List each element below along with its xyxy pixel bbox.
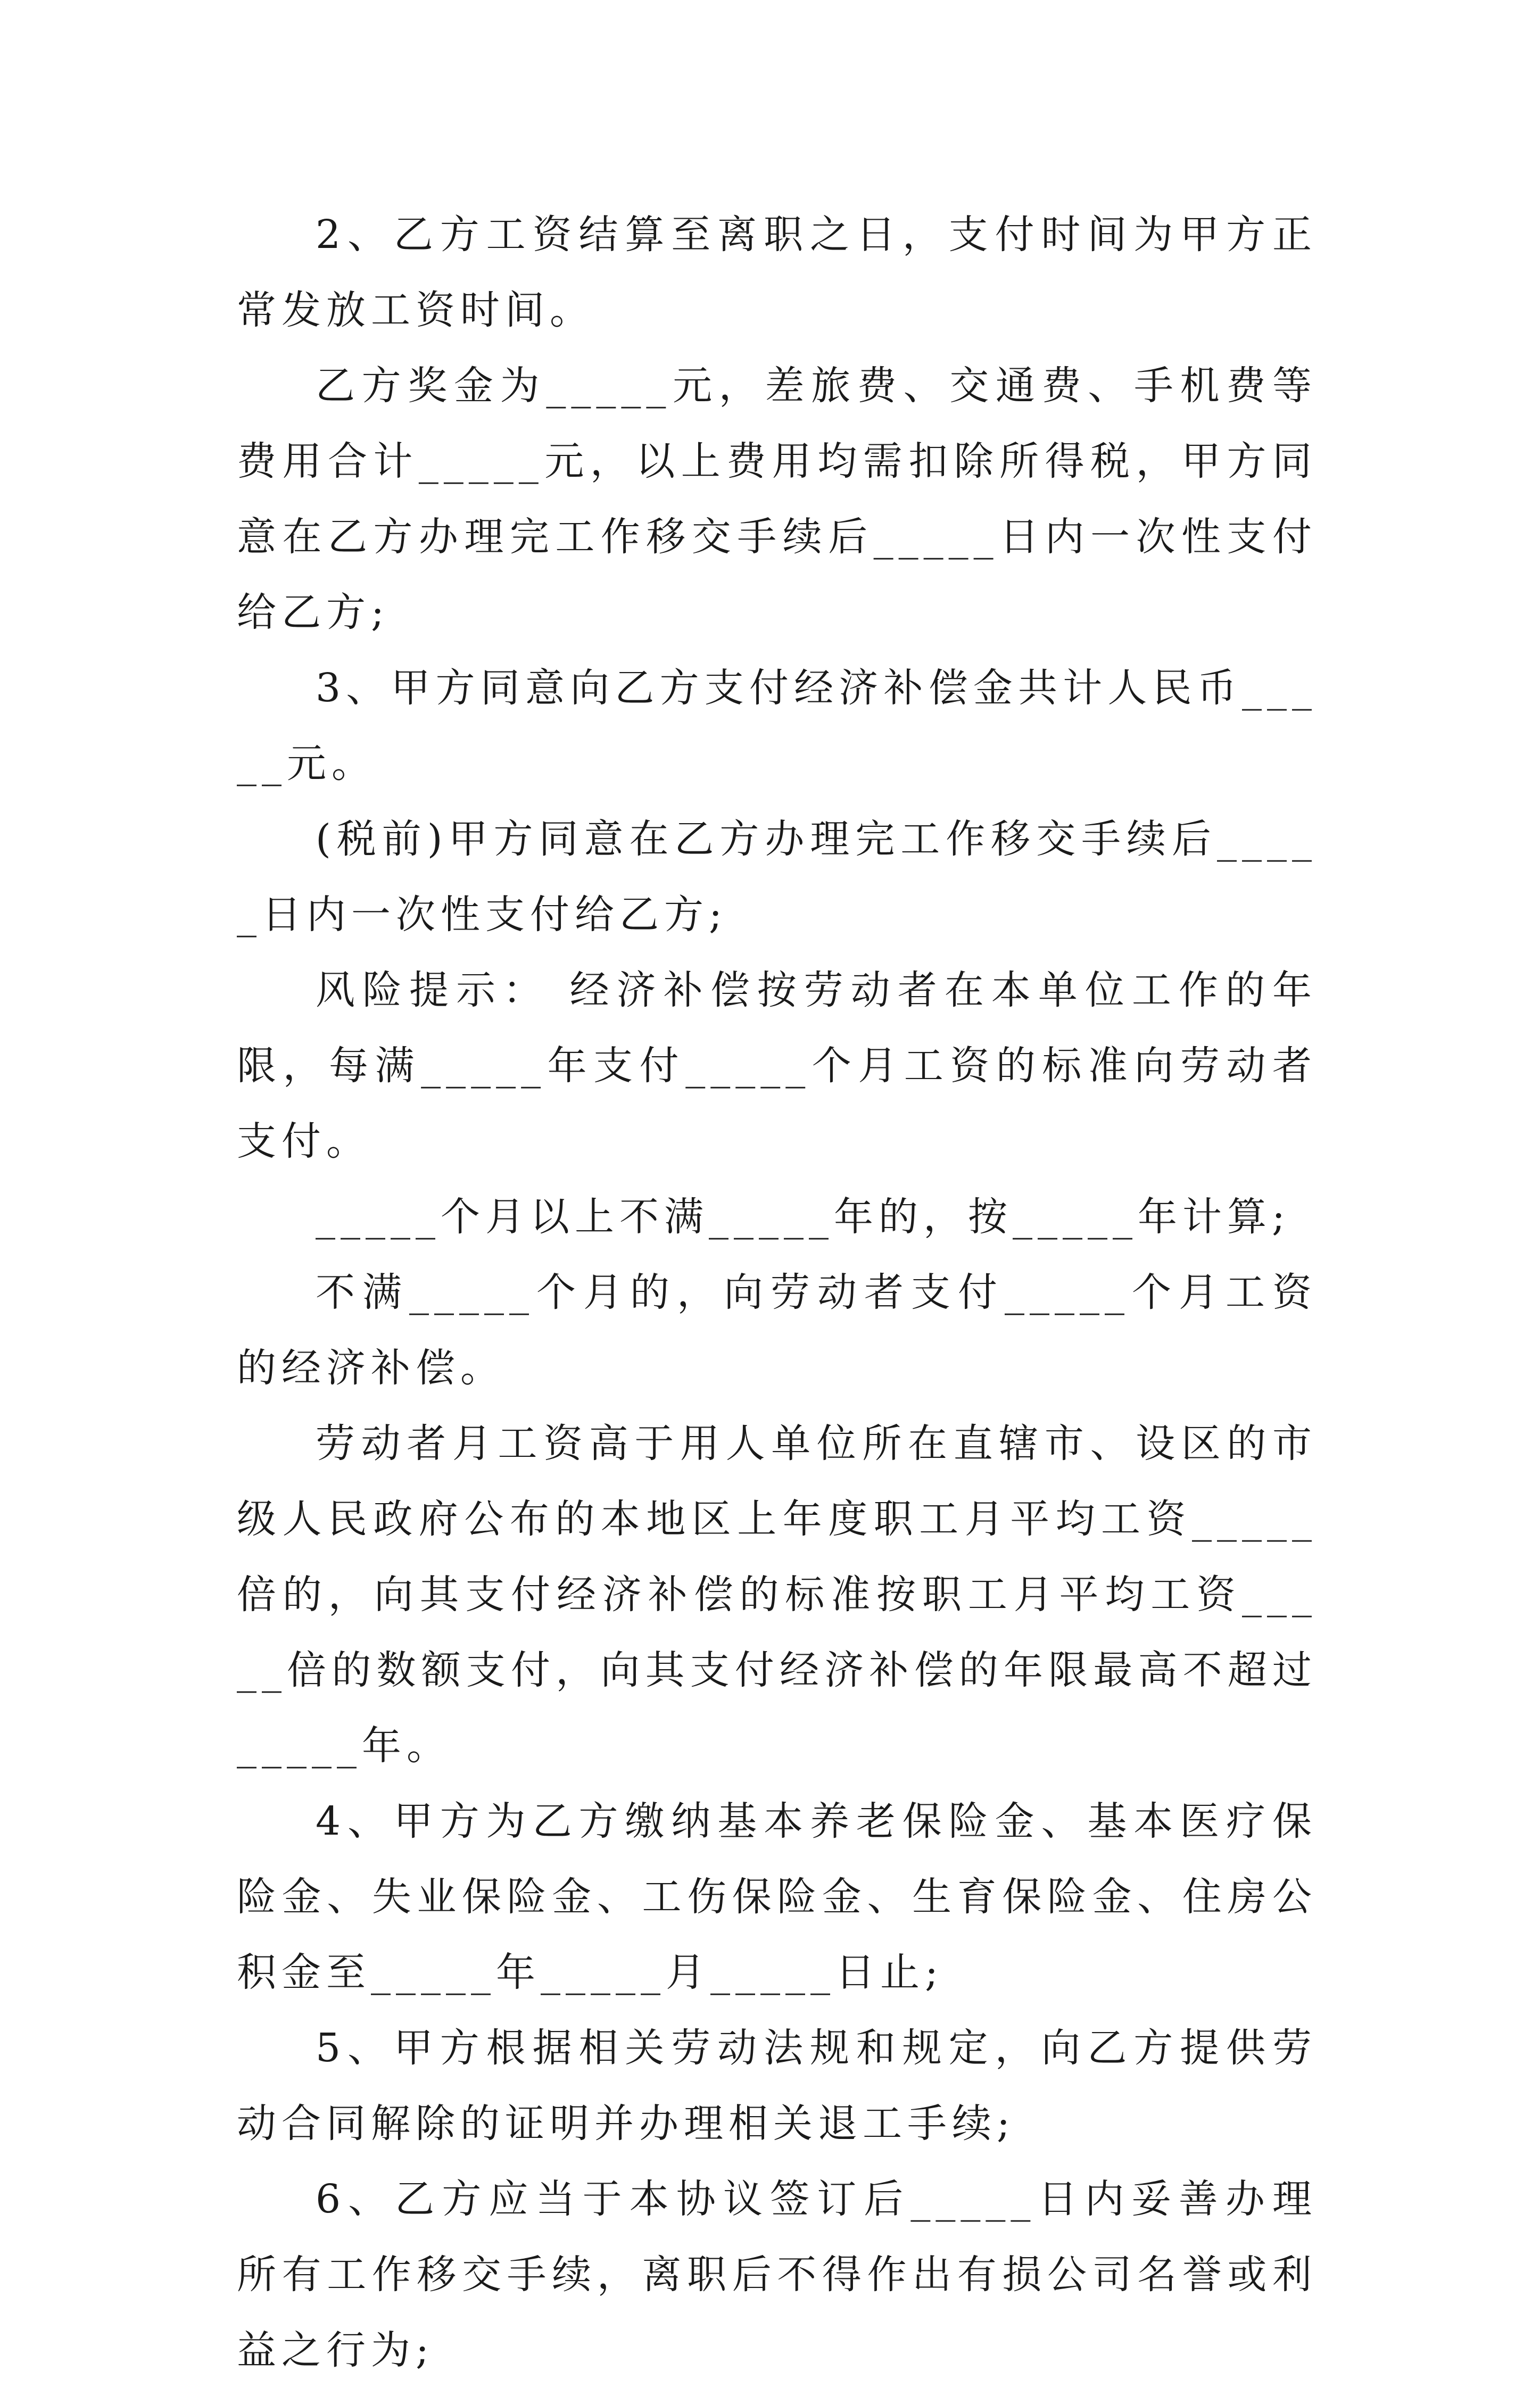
document-body xyxy=(237,197,1317,2388)
paragraph-6-handover: 6、乙方应当于本协议签订后_____日内妥善办理所有工作移交手续，离职后不得作出有损公司名誉或利益之行为; xyxy=(237,2176,1317,2373)
paragraph-less-than-months: 不满_____个月的，向劳动者支付_____个月工资的经济补偿。 xyxy=(237,1270,1317,1391)
paragraph-bonus-expenses: 乙方奖金为_____元，差旅费、交通费、手机费等费用合计_____元，以上费用均需扣除所得税，甲方同意在乙方办理完工作移交手续后_____日内一次性支付给乙方; xyxy=(237,363,1317,635)
paragraph-3-compensation: 3、甲方同意向乙方支付经济补偿金共计人民币_____元。 xyxy=(237,665,1317,786)
paragraph-4-insurance: 4、甲方为乙方缴纳基本养老保险金、基本医疗保险金、失业保险金、工伤保险金、生育保险金、住房公积金至_____年_____月_____日止; xyxy=(237,1798,1317,1995)
paragraph-risk-notice: 风险提示： 经济补偿按劳动者在本单位工作的年限，每满_____年支付_____个月工资的标准向劳动者支付。 xyxy=(237,967,1317,1164)
paragraph-5-termination-proof: 5、甲方根据相关劳动法规和规定，向乙方提供劳动合同解除的证明并办理相关退工手续; xyxy=(237,2025,1317,2146)
paragraph-high-salary-cap: 劳动者月工资高于用人单位所在直辖市、设区的市级人民政府公布的本地区上年度职工月平均工资_____倍的，向其支付经济补偿的标准按职工月平均工资_____倍的数额支付，向其支付经济补偿的年限最高不超过_____年。 xyxy=(237,1421,1317,1769)
paragraph-partial-year-rule: _____个月以上不满_____年的，按_____年计算; xyxy=(316,1194,1290,1240)
paragraph-pre-tax-payment: (税前)甲方同意在乙方办理完工作移交手续后_____日内一次性支付给乙方; xyxy=(237,816,1317,938)
paragraph-2-salary-settlement: 2、乙方工资结算至离职之日，支付时间为甲方正常发放工资时间。 xyxy=(237,212,1317,333)
